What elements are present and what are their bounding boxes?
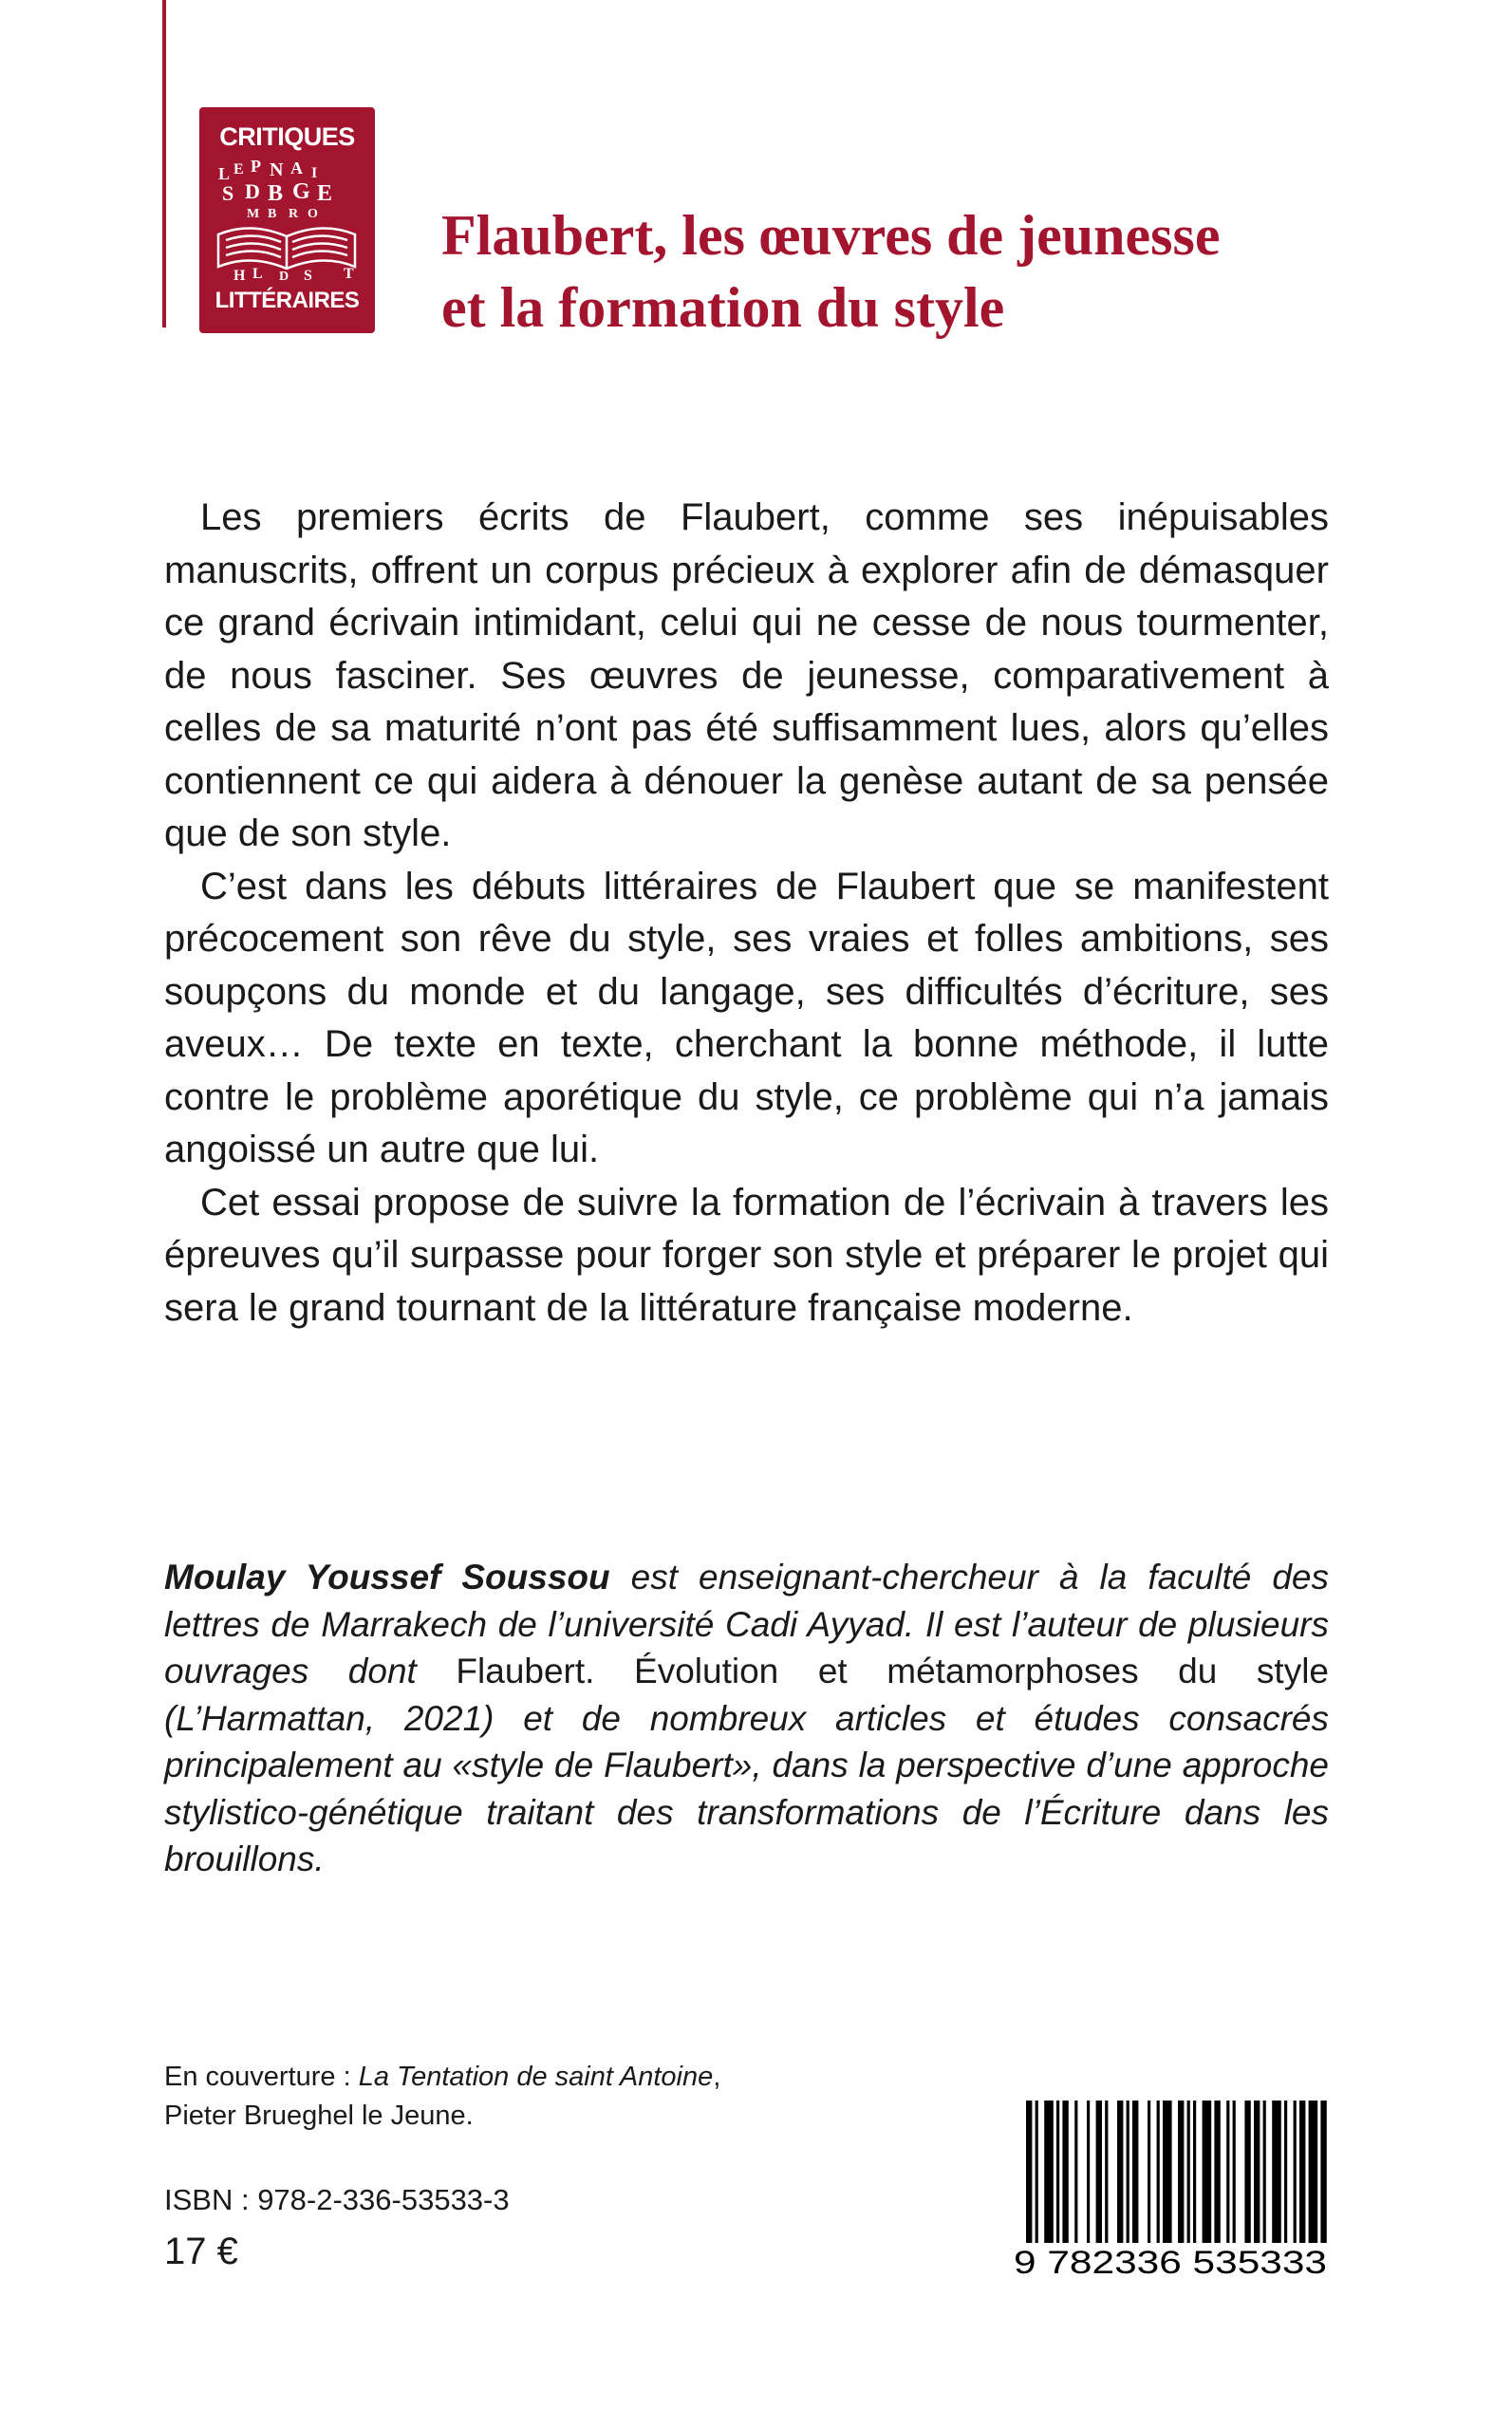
svg-text:N: N [270,159,284,180]
series-logo [199,107,375,333]
svg-text:E: E [233,161,244,177]
book-summary [164,492,1329,1335]
svg-text:B: B [268,181,284,206]
credit-artist: Pieter Brueghel le Jeune. [164,2101,474,2131]
svg-text:S: S [304,268,312,284]
credit-work-title: La Tentation de saint Antoine [358,2062,714,2092]
bio-text-2: (L’Harmattan, 2021) et de nombreux articles et études consacrés principalement au «style de Flaubert», dans la perspective d’une approche stylistico-génétique traitant des transformations de l’Écriture dans les brouillons. [164,1698,1329,1878]
title-line-2: et la formation du style [441,276,1005,339]
summary-paragraph-3: Cet essai propose de suivre la formation de l’écrivain à travers les épreuves qu’il surpasse pour forger son style et préparer le projet qui sera le grand tournant de la littérature française moderne. [164,1181,1329,1329]
svg-text:T: T [344,266,354,282]
summary-paragraph-1: Les premiers écrits de Flaubert, comme ses inépuisables manuscrits, offrent un corpus précieux à explorer afin de démasquer ce grand écrivain intimidant, celui qui ne cesse de nous tourmenter, de nous fasciner. Ses œuvres de jeunesse, comparativement à celles de sa maturité n’ont pas été suffisamment lues, alors qu’elles contiennent ce qui aidera à dénouer la genèse autant de sa pensée que de son style. [164,496,1329,854]
svg-text:L: L [252,266,263,282]
series-name-top: CRITIQUES [219,122,355,151]
svg-text:I: I [311,165,318,181]
barcode-digits: 9 782336 535333 [1014,2245,1327,2279]
barcode-bars [1026,2101,1327,2243]
cover-credit [164,2058,829,2136]
isbn: ISBN : 978-2-336-53533-3 [164,2183,510,2216]
bio-text-1: est enseignant-chercheur à la faculté des lettres de Marrakech de l’université Cadi Ayyad. Il est l’auteur de plusieurs ouvrages dont [164,1558,1329,1690]
author-name: Moulay Youssef Soussou [164,1558,610,1597]
svg-text:A: A [290,159,303,177]
price: 17 € [164,2231,238,2272]
svg-text:D: D [245,179,260,203]
summary-paragraph-2: C’est dans les débuts littéraires de Flaubert que se manifestent précocement son rêve du style, ses vraies et folles ambitions, ses soupçons du monde et du langage, ses difficultés d’écriture, ses aveux… De texte en texte, cherchant la bonne méthode, il lutte contre le problème aporétique du style, ce problème qui n’a jamais angoissé un autre que lui. [164,865,1329,1170]
svg-text:E: E [317,181,333,206]
author-bio [164,1554,1329,1883]
svg-text:O: O [308,207,318,221]
open-book-letters-icon [213,159,362,284]
barcode [1013,2101,1329,2279]
svg-text:L: L [218,164,231,183]
svg-text:S: S [222,181,234,205]
svg-text:G: G [292,179,310,204]
svg-text:D: D [279,270,289,284]
book-title [441,199,1419,344]
bio-book-title: Flaubert. Évolution et métamorphoses du style [456,1652,1329,1690]
credit-prefix: En couverture : [164,2062,359,2092]
title-line-1: Flaubert, les œuvres de jeunesse [441,204,1221,267]
svg-text:B: B [268,207,277,221]
svg-text:P: P [251,159,261,176]
credit-separator: , [713,2062,721,2092]
series-name-bottom: LITTÉRAIRES [215,288,360,313]
svg-text:H: H [233,268,246,284]
svg-text:R: R [289,207,299,221]
svg-text:M: M [247,207,260,221]
vertical-accent-rule [162,0,166,327]
